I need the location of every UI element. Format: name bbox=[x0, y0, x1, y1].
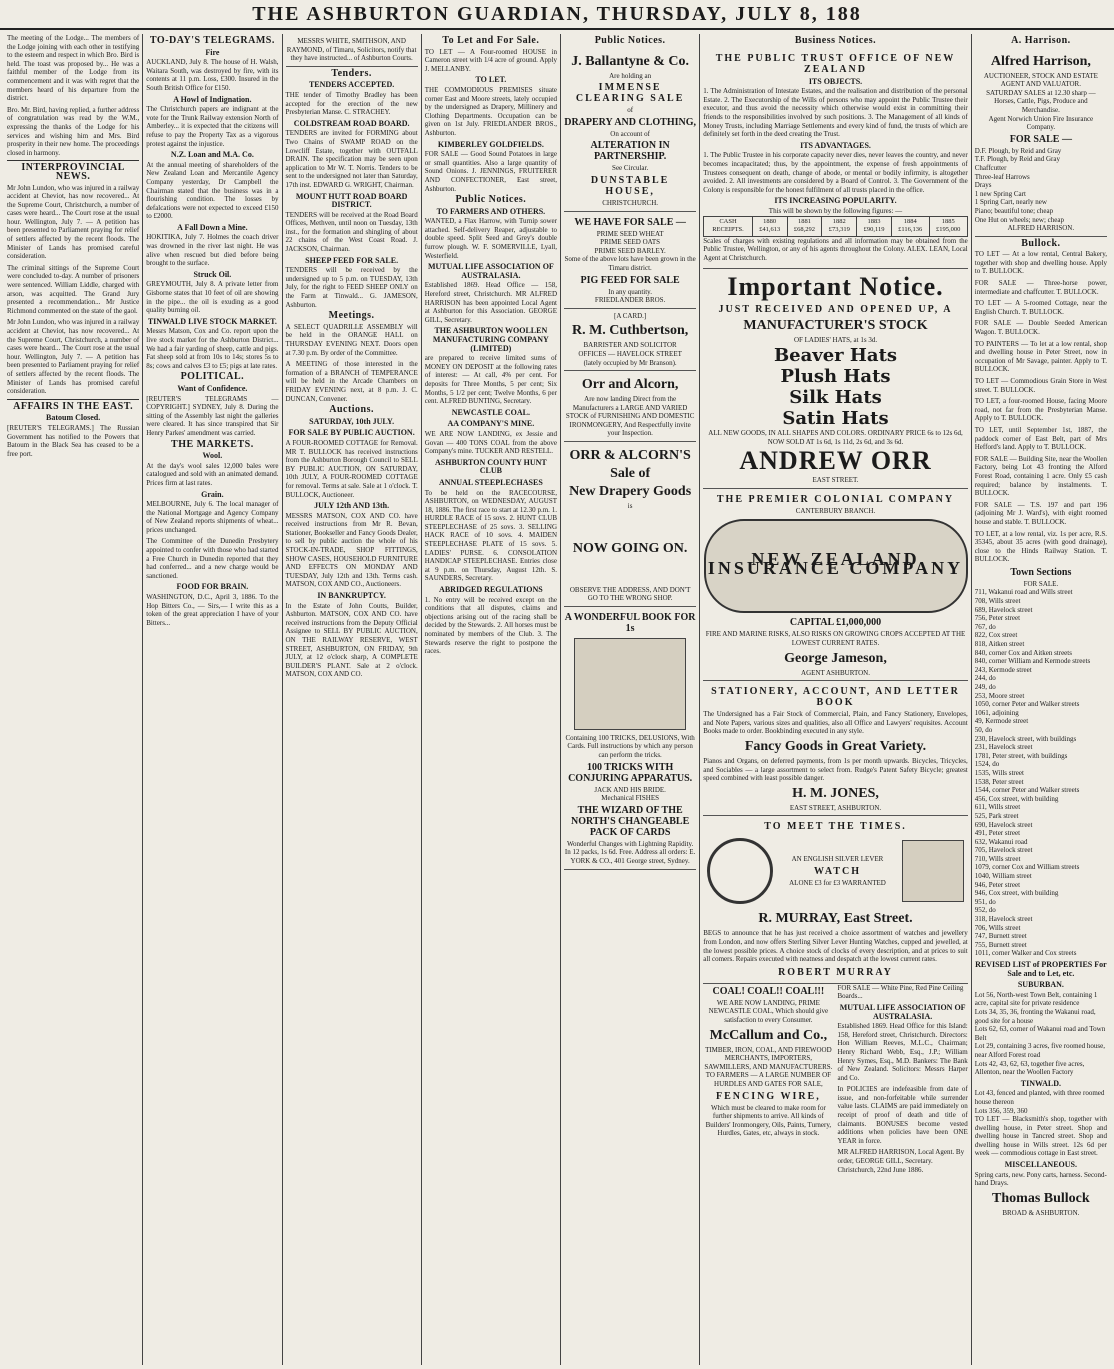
blacksmith-tolet: TO LET — Blacksmith's shop, together with dwelling house, in Peter street. Shop and dwelling house in Tancred street. Shop and dwelling house in Wills street. 12s 6d per week — commodious cottage in East street. bbox=[974, 1115, 1107, 1158]
hats-note: ALL NEW GOODS, IN ALL SHAPES AND COLORS. ORDINARY PRICE 6s to 12s 6d, NOW SOLD AT 1s 6d, 1s 11d, 2s 6d, and 3s 6d. bbox=[708, 429, 963, 446]
section-item: 230, Havelock street, with buildings bbox=[974, 734, 1077, 743]
list-item: T.F. Plough, by Reid and Gray bbox=[974, 155, 1060, 164]
book-wizard: THE WIZARD OF THE NORTH'S CHANGEABLE PACK OF CARDS bbox=[570, 804, 690, 838]
orr-sale-name: ORR & ALCORN'S bbox=[569, 448, 691, 464]
pig-sub: In any quantity. bbox=[608, 287, 652, 296]
watch-icon bbox=[707, 838, 773, 904]
tinwald-heading: TINWALD. bbox=[1020, 1078, 1061, 1088]
ballantyne-alt: ALTERATION IN PARTNERSHIP. bbox=[590, 140, 670, 163]
trust-heading: THE PUBLIC TRUST OFFICE OF NEW ZEALAND bbox=[715, 52, 956, 75]
orr-sale-label: Sale of bbox=[610, 466, 651, 482]
section-item: 951, do bbox=[974, 897, 996, 906]
card-label: [A CARD.] bbox=[613, 311, 647, 320]
silver-lever: AN ENGLISH SILVER LEVER bbox=[791, 855, 884, 864]
section-item: 710, Wills street bbox=[974, 854, 1021, 863]
orr-going-on: NOW GOING ON. bbox=[572, 540, 688, 556]
insurance-logo-text: NEW ZEALAND INSURANCE COMPANY bbox=[707, 549, 964, 579]
column-3 bbox=[283, 34, 422, 1365]
section-item: 1011, corner Walker and Cox streets bbox=[974, 949, 1077, 958]
coal-heading: NEWCASTLE COAL. bbox=[451, 407, 530, 417]
rate-cell: 1885 £195,000 bbox=[929, 216, 967, 236]
suburban-lot: Lots 42, 43, 62, 63, together five acres, Allenton, near the Woollen Factory bbox=[974, 1059, 1085, 1077]
dunstable-city: CHRISTCHURCH. bbox=[602, 198, 659, 207]
public-notices-heading: Public Notices. bbox=[594, 35, 666, 46]
section-item: 244, do bbox=[974, 674, 996, 683]
cuthbertson-office: OFFICES — HAVELOCK STREET bbox=[578, 349, 682, 358]
list-item: FOR SALE — Building Site, near the Woollen Factory, being Lot 43 fronting the Alford Forest Road, containing 1 acre. Only £5 cash required; balance by instalments. T. BULLOCK. bbox=[974, 454, 1107, 498]
section-item: 611, Wills street bbox=[974, 803, 1021, 812]
bullock-heading: Bullock. bbox=[1021, 237, 1061, 249]
harrison-agent: Agent Norwich Union Fire Insurance Company. bbox=[988, 114, 1094, 132]
bankruptcy-heading: IN BANKRUPTCY. bbox=[317, 591, 386, 601]
farmers-body: WANTED, a Flax Harrow, with Turnip sower attached. Self-delivery Reaper, adjustable to double speed. Split Seed and Grey's double furrow plough. W. F. SOMERVILLE, Lyall, Westerfield. bbox=[424, 217, 557, 260]
thomas-bullock: Thomas Bullock bbox=[992, 1190, 1090, 1206]
ballantyne-see: See Circular. bbox=[612, 164, 649, 173]
suburban-lot: Lots 34, 35, 36, fronting the Wakanui road, good site for a house bbox=[974, 1007, 1096, 1025]
list-item: TO LET, at a low rental, viz. 1s per acre, R.S. 35345, about 35 acres (with good drainage), close to the Hinds Railway Station. T. BULLOCK. bbox=[974, 529, 1107, 564]
list-item: D.F. Plough, by Reid and Gray bbox=[974, 146, 1062, 155]
rate-cell: 1883 £90,119 bbox=[857, 216, 892, 236]
coal-heading: COAL! COAL!! COAL!!! bbox=[712, 985, 825, 997]
hunt-subheading: ANNUAL STEEPLECHASES bbox=[438, 477, 543, 487]
hat-plush: Plush Hats bbox=[780, 366, 891, 388]
political-subheading: Want of Confidence. bbox=[177, 383, 248, 393]
section-item: 456, Cox street, with building bbox=[974, 794, 1059, 803]
column-4 bbox=[422, 34, 561, 1365]
insurance-logo bbox=[704, 519, 968, 613]
section-item: 243, Kermode street bbox=[974, 665, 1032, 674]
solicitors-ad: MESSRS WHITE, SMITHSON, AND RAYMOND, of Timaru, Solicitors, notify that they have instructed... of Ashburton Courts. bbox=[286, 34, 418, 67]
book-ad bbox=[564, 607, 696, 870]
business-notices-heading: Business Notices. bbox=[794, 35, 877, 46]
list-item: TO LET, until September 1st, 1887, the paddock corner of East Belt, part of Mrs Hefford's land. Apply to T. BULLOCK. bbox=[974, 425, 1107, 452]
cuthbertson-sub: BARRISTER AND SOLICITOR bbox=[583, 341, 677, 350]
section-item: 50, do bbox=[974, 725, 993, 734]
book-tricks: 100 TRICKS WITH CONJURING APPARATUS. bbox=[568, 761, 693, 784]
seed-heading: WE HAVE FOR SALE — bbox=[574, 216, 686, 228]
section-item: 946, Peter street bbox=[974, 880, 1021, 889]
meet-the-times: TO MEET THE TIMES. bbox=[764, 821, 907, 833]
nz-loan-heading: N.Z. Loan and M.A. Co. bbox=[170, 150, 254, 160]
public-trust-ad bbox=[703, 48, 968, 270]
auction2-body: MESSRS MATSON, COX AND CO. have received instructions from Mr R. Bevan, Stationer, Bookseller and Fancy Goods Dealer, to sell by public auction the whole of his STOCK-IN-TRADE, SHOP FITTINGS, SHOW CASES, HOUSEHOLD FURNITURE AND EFFECTS ON MONDAY AND TUESDAY, July 12th and 13th. Terms cash. MATSON, COX AND CO., Auctioneers. bbox=[285, 511, 418, 589]
orr-sale-ad bbox=[564, 442, 696, 607]
column-2 bbox=[143, 34, 282, 1365]
book-heading: A WONDERFUL BOOK FOR 1s bbox=[564, 611, 696, 634]
section-item: 1061, adjoining bbox=[974, 708, 1019, 717]
section-item: 249, do bbox=[974, 683, 996, 691]
rate-cell: 1880 £41,613 bbox=[752, 216, 787, 236]
misc-heading: MISCELLANEOUS. bbox=[1004, 1160, 1077, 1170]
list-item: One Hut on wheels; new; cheap bbox=[974, 215, 1064, 224]
rate-cell: CASH RECEIPTS. bbox=[704, 216, 752, 236]
list-item: Drays bbox=[974, 181, 992, 190]
auction1-body: A FOUR-ROOMED COTTAGE for Removal. MR T. BULLOCK has received instructions from the Ashburton Borough Council to SELL BY PUBLIC AUCTION, ON SATURDAY, 10th JULY, A FOUR-ROOMED COTTAGE for removal. Terms at sale. Sale at 1 o'clock. T. BULLOCK, Auctioneer. bbox=[285, 438, 418, 499]
bankruptcy-body: In the Estate of John Coutts, Builder, Ashburton. MATSON, COX AND CO. have received instructions from the Deputy Official Assignee to SELL BY PUBLIC AUCTION, ON THE RAILWAY RESERVE, WEST STREET, ASHBURTON, ON FRIDAY, 9th JULY, at 12 o'clock sharp, A COMPLETE BUILDER'S PLANT. Sale at 2 o'clock. MATSON, COX AND CO. bbox=[285, 601, 418, 679]
fencing-wire: FENCING WIRE, bbox=[716, 1090, 821, 1102]
hat-satin: Satin Hats bbox=[782, 408, 889, 430]
watch-label: WATCH bbox=[813, 865, 861, 877]
thomas-bullock-sub: BROAD & ASHBURTON. bbox=[1002, 1208, 1080, 1217]
struck-oil-heading: Struck Oil. bbox=[193, 269, 232, 279]
mccallum-name: McCallum and Co., bbox=[709, 1027, 828, 1043]
section-item: 49, Kermode street bbox=[974, 717, 1029, 726]
markets-heading: THE MARKETS. bbox=[171, 438, 254, 450]
hats-stock: MANUFACTURER'S STOCK bbox=[743, 318, 928, 334]
masthead-title: THE ASHBURTON GUARDIAN, THURSDAY, JULY 8, 188 bbox=[252, 3, 862, 25]
coldstream-body: TENDERS are invited for FORMING about Two Chains of SWAMP ROAD on the Lowcliff Estate, together with OUTFALL DRAIN. The specification may be seen upon application to Mr W. T. Norris. Tenders to be sent to the undersigned not later than Saturday, 17th inst. EDWARD G. WRIGHT, Chairman. bbox=[285, 129, 418, 189]
section-item: 767, do bbox=[974, 622, 996, 631]
list-item: Piano; beautiful tone; cheap bbox=[974, 206, 1054, 215]
sheep-feed-body: TENDERS will be received by the undersigned up to 5 p.m. on TUESDAY, 13th July, for the right to FEED SHEEP ONLY on the Farm at Tinwald... G. JAMESON, Ashburton. bbox=[285, 266, 418, 309]
ballantyne-goods: DRAPERY AND CLOTHING, bbox=[564, 116, 697, 128]
book-body: Containing 100 TRICKS, DELUSIONS, With Cards. Full instructions by which any person can perform the tricks. bbox=[565, 733, 695, 760]
clock-icon bbox=[902, 840, 964, 902]
robert-murray: ROBERT MURRAY bbox=[778, 966, 893, 978]
andrew-orr: ANDREW ORR bbox=[739, 446, 932, 476]
list-item: Three-leaf Harrows bbox=[974, 172, 1030, 181]
tolet2-body: THE COMMODIOUS PREMISES situate corner East and Moore streets, lately occupied by the undersigned as Drapery, Millinery and Clothing Departments. Occupation can be given on 1st July. FRIEDLANDER BROS., Ashburton. bbox=[424, 85, 557, 137]
section-item: 711, Wakanui road and Wills street bbox=[974, 588, 1073, 597]
fire-heading: Fire bbox=[205, 47, 220, 57]
meetings-heading: Meetings. bbox=[328, 310, 375, 322]
section-item: 952, do bbox=[974, 906, 996, 915]
section-item: 822, Cox street bbox=[974, 631, 1018, 640]
important-notice: Important Notice. bbox=[727, 272, 944, 302]
coal-body: WE ARE NOW LANDING, ex Jessie and Govan — 400 TONS COAL from the above Company's mine. TUCKER AND RESTELL. bbox=[424, 429, 557, 456]
orr-alcorn-body: Are now landing Direct from the Manufacturers a LARGE AND VARIED STOCK of FURNISHING AND DOMESTIC IRONMONGERY, And Respectfully invite your Inspection. bbox=[565, 395, 695, 438]
section-item: 1079, corner Cox and William streets bbox=[974, 863, 1080, 872]
orr-observe: OBSERVE THE ADDRESS, AND DON'T GO TO THE WRONG SHOP. bbox=[569, 585, 691, 603]
section-item: 1050, corner Peter and Walker streets bbox=[974, 700, 1080, 709]
seed-wheat: PRIME SEED WHEAT bbox=[596, 229, 664, 238]
harrison-sub: AUCTIONEER, STOCK AND ESTATE AGENT AND VALUATOR. bbox=[983, 71, 1098, 89]
orr-is: is bbox=[627, 502, 633, 511]
seed-oats: PRIME SEED OATS bbox=[600, 238, 661, 247]
mount-hutt-heading: MOUNT HUTT ROAD BOARD DISTRICT. bbox=[295, 191, 408, 210]
suburban-lot: Lot 56, North-west Town Belt, containing 1 acre, capital site for private residence bbox=[974, 990, 1098, 1008]
tinwald-body: Messrs Matson, Cox and Co. report upon the live stock market for the Ashburton District... We had a fair yarding of sheep, cattle and pigs. Fat sheep sold at from 10s to 14s; stores 5s to 8s; cows and calves £3 to £5; pigs at late rates. bbox=[146, 327, 279, 370]
section-item: 1535, Wills street bbox=[974, 768, 1024, 777]
tenders-heading: Tenders. bbox=[331, 67, 372, 79]
list-item: TO LET, a four-roomed House, facing Moore road, not far from the Presbyterian Manse. Apply to T. BULLOCK. bbox=[974, 397, 1107, 423]
book-wizard-body: Wonderful Changes with Lightning Rapidity. In 12 packs, 1s 6d. Free. Address all orders: E. YORK & CO., 401 George street, Sydney. bbox=[564, 839, 696, 865]
insurance-fire: FIRE AND MARINE RISKS, ALSO RISKS ON GROWING CROPS ACCEPTED AT THE LOWEST CURRENT RATES. bbox=[705, 630, 966, 648]
list-item: Chaffcutter bbox=[974, 163, 1007, 172]
suburban-heading: SUBURBAN. bbox=[1017, 980, 1064, 990]
bottom-ads bbox=[703, 984, 968, 1174]
grain-heading: Grain. bbox=[201, 489, 224, 499]
section-item: 706, Wills street bbox=[974, 923, 1021, 932]
tolet-body: TO LET — A Four-roomed HOUSE in Cameron street with 1/4 acre of ground. Apply J. MELLANBY. bbox=[424, 47, 557, 73]
section-item: 747, Burnett street bbox=[974, 932, 1027, 941]
article-continued: Bro. Mr. Bird, having replied, a further address of congratulation was read by the W.M., expressing the thanks of the Lodge for his services and wishing him and Mrs. Bird prosperity in their new home. The proceedings closed in harmony. bbox=[7, 105, 140, 157]
supreme-court-body: The criminal sittings of the Supreme Court were concluded to-day. A number of prisoners were sentenced. William Liddle, charged with arson, was acquitted. The Grand Jury presented a recommendation... Mr Justice Richmond commented on the state of the gaol. bbox=[7, 263, 140, 315]
list-item: FOR SALE — Three-horse power, intermediate and chaffcutter. T. BULLOCK. bbox=[974, 279, 1107, 296]
harrison-name: Alfred Harrison, bbox=[990, 53, 1091, 69]
trust-rates-table bbox=[703, 216, 968, 237]
section-item: 755, Burnett street bbox=[974, 940, 1027, 949]
ballantyne-ad bbox=[564, 48, 696, 212]
stationery-ad bbox=[703, 681, 968, 816]
trust-advantages-heading: ITS ADVANTAGES. bbox=[800, 140, 871, 150]
article-intro: The meeting of the Lodge... The members of the Lodge joining with each other in testifying to the esteem and respect in which Bro. Bird is held. The toast was proposed by... He was a faithful member of the Lodge from its commencement and it was with regret that the members heard of his departure from the district. bbox=[7, 34, 140, 103]
coal-subheading: AA COMPANY'S MINE. bbox=[447, 419, 535, 429]
stationery-body: The Undersigned has a Fair Stock of Commercial, Plain, and Fancy Stationery, Envelopes, and Note Papers, various sizes and qualities, also all Office and Lawyers' requisites. Account Books made to order. Bookbinding executed in any style. bbox=[703, 710, 968, 736]
section-item: 708, Wills street bbox=[974, 597, 1021, 606]
telegrams-heading: TO-DAY'S TELEGRAMS. bbox=[149, 35, 275, 46]
column-7 bbox=[972, 34, 1110, 1365]
murray-ad bbox=[703, 816, 968, 983]
list-item: TO PAINTERS — To let at a low rental, shop and dwelling house in Peter Street, now in occupation of Mr Savage, painter. Apply to T. BULLOCK. bbox=[974, 339, 1107, 374]
auctions-heading: Auctions. bbox=[329, 404, 375, 416]
grain-body: MELBOURNE, July 6. The local manager of the National Mortgage and Agency Company of New Zealand reports shipments of wheat... prices unchanged. bbox=[146, 500, 279, 534]
supreme-court-body-2: Mr John Lundon, who was injured in a railway accident at Cheviot, has now recovered... At the Supreme Court, Christchurch, a number of cases were heard... The Court rose at the usual hour. Wellington, July 7. — A petition has been presented to Parliament praying for relief of settlers affected by the recent floods. The Minister of Lands has promised careful consideration. bbox=[7, 318, 140, 396]
auction2-heading: JULY 12th AND 13th. bbox=[314, 501, 390, 511]
cuthbertson-ad bbox=[564, 309, 696, 371]
cuthbertson-name: R. M. Cuthbertson, bbox=[571, 323, 689, 339]
church-body: The Committee of the Dunedin Presbytery appointed to confer with those who had started a Free Church in Dunedin reported that they had conferred... and a new charge would be sanctioned. bbox=[146, 537, 279, 580]
orr-alcorn-name: Orr and Alcorn, bbox=[581, 377, 679, 393]
tinwald-heading: TINWALD LIVE STOCK MARKET. bbox=[147, 316, 277, 326]
mutual-body: Established 1869. Head Office — 158, Hereford street, Christchurch. MR ALFRED HARRISON has been appointed Local Agent at Ashburton for this Association. GEORGE GILL, Secretary. bbox=[424, 281, 557, 324]
east-heading: AFFAIRS IN THE EAST. bbox=[13, 400, 134, 412]
town-sections-sub: FOR SALE. bbox=[1023, 579, 1059, 588]
murray-body: BEGS to announce that he has just received a choice assortment of watches and jewellery from London, and now offers Sterling Silver Lever Hunting Watches, cupped and jewelled, at the lowest possible prices. A choice stock of clocks of every description, and at prices to suit all comers. Repairs executed with neatness and despatch at the lowest current rates. bbox=[703, 929, 968, 964]
ballantyne-acc: On account of bbox=[610, 129, 650, 138]
section-item: 231, Havelock street bbox=[974, 743, 1033, 752]
harrison-heading: A. Harrison. bbox=[1011, 35, 1071, 46]
list-item: FOR SALE — Double Seeded American Wagon. T. BULLOCK. bbox=[974, 319, 1107, 337]
tolet2-heading: TO LET. bbox=[475, 75, 507, 85]
hm-jones-sub: EAST STREET, ASHBURTON. bbox=[789, 803, 882, 812]
section-item: 705, Havelock street bbox=[974, 846, 1033, 855]
book-fishes: Mechanical FISHES bbox=[601, 794, 659, 803]
ballantyne-name: J. Ballantyne & Co. bbox=[571, 53, 690, 69]
canterbury-branch: CANTERBURY BRANCH. bbox=[795, 506, 876, 515]
indignation-heading: A Howl of Indignation. bbox=[173, 94, 252, 104]
list-item: TO LET — Commodious Grain Store in West street. T. BULLOCK. bbox=[974, 377, 1107, 394]
woollen-heading: THE ASHBURTON WOOLLEN MANUFACTURING COMPANY (LIMITED) bbox=[432, 326, 549, 353]
column-5 bbox=[561, 34, 700, 1365]
trust-footer: Scales of charges with existing regulations and all information may be obtained from the Public Trustee, Wellington, or any of his agents throughout the Colony. ALEX. LEAN, Local Agent at Christchurch. bbox=[703, 236, 968, 262]
harrison-ad bbox=[975, 48, 1107, 237]
mutual-life-date: Christchurch, 22nd June 1886. bbox=[837, 1165, 924, 1174]
ballantyne-sub: Are holding an bbox=[609, 71, 652, 80]
seed-barley: PRIME SEED BARLEY. bbox=[594, 246, 666, 255]
rate-cell: 1882 £73,319 bbox=[822, 216, 857, 236]
suburban-lot: Lot 29, containing 3 acres, five roomed house, near Alford Forest road bbox=[974, 1042, 1105, 1059]
fencing-body: Which must be cleared to make room for further shipments to arrive. All kinds of Builders' Ironmongery, Oils, Paints, Turnery, Hurdles, Gates, etc, always in stock. bbox=[705, 1103, 832, 1138]
section-item: 318, Havelock street bbox=[974, 915, 1033, 924]
mutual-life-heading: MUTUAL LIFE ASSOCIATION OF AUSTRALASIA. bbox=[839, 1002, 966, 1021]
regulations-body: 1. No entry will be received except on the conditions that all disputes, claims and objections arising out of the racing shall be decided by the Stewards. 2. All horses must be nominated by members of the Club. 3. The Stewards reserve the right to postpone the races. bbox=[424, 595, 557, 656]
harrison-sales: SATURDAY SALES at 12.30 sharp — Horses, Cattle, Pigs, Produce and Merchandise. bbox=[986, 88, 1096, 114]
misc-body: Spring carts, new. Pony carts, harness. Second-hand Drays. bbox=[974, 1170, 1107, 1188]
book-jack: JACK AND HIS BRIDE. bbox=[594, 785, 666, 794]
east-body: [REUTER'S TELEGRAMS.] The Russian Government has notified to the Powers that Batoum in the Black Sea has ceased to be a free port. bbox=[7, 423, 140, 458]
trust-body: 1. The Administration of Intestate Estates, and the realisation and distribution of the personal Estate. 2. The Executorship of the Wills of persons who may appoint the Public Trustee their executor, and thus avoid the necessity which otherwise would exist in committing their friends to the responsibilities involved by such positions. 3. The Management of all kinds of Money Trusts, including Marriage Settlements and every kind of fund, the trusts of which are definitely set forth in the deed creating the Trust. bbox=[703, 87, 968, 139]
ballantyne-sale: IMMENSE CLEARING SALE bbox=[575, 82, 685, 105]
hat-silk: Silk Hats bbox=[789, 387, 882, 409]
notices-heading: Public Notices. bbox=[455, 194, 527, 206]
list-item: TO LET — A 5-roomed Cottage, near the English Church. T. BULLOCK. bbox=[974, 299, 1107, 316]
insurance-ad bbox=[703, 489, 968, 681]
section-item: 1524, do bbox=[974, 760, 1000, 769]
section-item: 756, Peter street bbox=[974, 614, 1021, 623]
fire-body: AUCKLAND, July 8. The house of H. Walsh, Waitara South, was destroyed by fire, with its contents at 11 p.m. Loss, £300. Insured in the South British Office for £150. bbox=[146, 58, 279, 92]
tinwald-lot: Lot 43, fenced and planted, with three roomed house thereon bbox=[974, 1089, 1105, 1106]
watch-warranted: ALONE £3 for £3 WARRANTED bbox=[789, 878, 886, 887]
wool-heading: Wool. bbox=[202, 451, 223, 461]
list-item: 1 new Spring Cart bbox=[974, 189, 1026, 198]
auction1-heading: SATURDAY, 10th JULY. bbox=[309, 416, 395, 426]
suburban-lot: Lots 62, 63, corner of Wakanui road and Town Belt bbox=[974, 1025, 1106, 1042]
rate-cell: 1884 £116,136 bbox=[891, 216, 929, 236]
mutual-life-body: Established 1869. Head Office for this Island: 158, Hereford street, Christchurch. Directors: Hon William Reeves, M.L.C., Chairman; Henry Richard Webb, Esq., J.P.; William Henry Symes, Esq., M.D. Bankers: The Bank of New Zealand. Solicitors: Messrs Harper and Co. bbox=[837, 1022, 968, 1082]
harrison-sign: ALFRED HARRISON. bbox=[1007, 224, 1075, 233]
hats-received: JUST RECEIVED AND OPENED UP, A bbox=[718, 304, 953, 316]
kimberley-body: FOR SALE — Good Sound Potatoes in large or small quantities. Also a large quantity of Sound Onions. J. JENNINGS, FRUITERER AND CONFECTIONER, East street, Ashburton. bbox=[424, 150, 557, 193]
political-body: [REUTER'S TELEGRAMS — COPYRIGHT.] SYDNEY, July 8. During the sitting of the Assembly last night the galleries were cleared. It has since transpired that Sir Henry Parkes' amendment was carried. bbox=[146, 394, 279, 437]
section-item: 818, Aitken street bbox=[974, 640, 1025, 649]
list-item: FOR SALE — T.S. 197 and part 196 (adjoining Mr J. Ward's), with eight roomed house and stable. T. BULLOCK. bbox=[974, 500, 1107, 526]
insurance-capital: CAPITAL £1,000,000 bbox=[789, 617, 882, 629]
murray-name: R. MURRAY, East Street. bbox=[758, 911, 913, 927]
section-item: 525, Park street bbox=[974, 811, 1019, 820]
orr-alcorn-ad bbox=[564, 371, 696, 442]
regulations-heading: ABRIDGED REGULATIONS bbox=[439, 585, 543, 595]
tender-accepted-body: THE tender of Timothy Bradley has been accepted for the erection of the new Presbyterian Manse. C. STRACHEY. bbox=[285, 90, 418, 117]
section-item: 946, Cox street, with building bbox=[974, 889, 1059, 898]
section-item: 1538, Peter street bbox=[974, 777, 1024, 786]
quadrille-body: A SELECT QUADRILLE ASSEMBLY will be held in the ORANGE HALL on THURSDAY EVENING NEXT. Doors open at 7.30 p.m. By order of the Committee. bbox=[285, 322, 418, 357]
temperance-body: A MEETING of those interested in the formation of a BRANCH of TEMPERANCE will be held in the Arcade Chambers on FRIDAY EVENING next, at 8 p.m. J. C. DUNCAN, Convener. bbox=[285, 360, 418, 403]
masthead bbox=[0, 0, 1114, 30]
farmers-heading: TO FARMERS AND OTHERS. bbox=[436, 206, 546, 216]
mccallum-body: TIMBER, IRON, COAL, AND FIREWOOD MERCHANTS, IMPORTERS, SAWMILLERS, AND MANUFACTURERS. bbox=[704, 1045, 833, 1071]
mine-body: HOKITIKA, July 7. Holmes the coach driver was drowned in the river last night. He was alive when rescued but died before being brought to the surface. bbox=[146, 233, 279, 268]
political-heading: POLITICAL. bbox=[180, 371, 245, 383]
cuthbertson-note: (lately occupied by Mr Branson). bbox=[583, 358, 677, 367]
food-heading: FOOD FOR BRAIN. bbox=[176, 582, 249, 592]
harrison-items bbox=[975, 147, 1107, 224]
section-item: 491, Peter street bbox=[974, 829, 1021, 838]
fancy-goods: Fancy Goods in Great Variety. bbox=[744, 739, 927, 754]
tolet-heading: To Let and For Sale. bbox=[442, 35, 540, 46]
struck-oil-body: GREYMOUTH, July 8. A private letter from Gisborne states that 10 feet of oil are showing in the pipe... the oil is exuding as a good quality burning oil. bbox=[146, 280, 279, 315]
timber-sale: FOR SALE — White Pine, Red Pine Ceiling Boards... bbox=[837, 983, 964, 1001]
trust-popularity-body: This will be shown by the following figures: — bbox=[768, 206, 903, 215]
town-sections-heading: Town Sections bbox=[1010, 566, 1072, 578]
trust-objects: ITS OBJECTS. bbox=[808, 76, 863, 86]
tender-accepted-heading: TENDERS ACCEPTED. bbox=[308, 80, 395, 90]
list-item: TO LET — At a low rental, Central Bakery, together with shop and dwelling house. Apply to T. BULLOCK. bbox=[974, 250, 1107, 276]
hunt-heading: ASHBURTON COUNTY HUNT CLUB bbox=[435, 457, 547, 476]
andrew-orr-sub: EAST STREET. bbox=[812, 476, 859, 485]
premier-company: THE PREMIER COLONIAL COMPANY bbox=[716, 493, 955, 505]
mount-hutt-body: TENDERS will be received at the Road Board Offices, Methven, until noon on Tuesday, 13th inst., for the formation and shingling of about 22 chains of the West Coast Road. J. JACKSON, Chairman. bbox=[285, 210, 418, 254]
section-item: 253, Moore street bbox=[974, 691, 1025, 700]
interprovincial-heading: INTERPROVINCIAL NEWS. bbox=[21, 162, 125, 182]
stationery-heading: STATIONERY, ACCOUNT, AND LETTER BOOK bbox=[711, 686, 960, 709]
column-6 bbox=[700, 34, 972, 1365]
trust-popularity-heading: ITS INCREASING POPULARITY. bbox=[774, 196, 897, 206]
seed-note: Some of the above lots have been grown in the Timaru district. bbox=[564, 255, 696, 272]
orr-drapery: New Drapery Goods bbox=[569, 484, 692, 500]
woollen-body: are prepared to receive limited sums of MONEY ON DEPOSIT at the following rates of interest: — At call, 4% per cent. For deposits for Three Months, 5 per cent; Six Months, 5 1/2 per cent; Twelve Months, 6 per cent. ALFRED BUNTING, Secretary. bbox=[424, 354, 557, 406]
coldstream-heading: COLDSTREAM ROAD BOARD. bbox=[293, 118, 410, 128]
east-subheading: Batoum Closed. bbox=[46, 413, 101, 423]
wool-body: At the day's wool sales 12,000 bales were catalogued and sold with an animated demand. Prices firm at last rates. bbox=[146, 461, 279, 487]
section-item: 689, Havelock street bbox=[974, 605, 1033, 614]
section-item: 690, Havelock street bbox=[974, 820, 1033, 829]
kimberley-heading: KIMBERLEY GOLDFIELDS. bbox=[437, 139, 544, 149]
george-jameson-sub: AGENT ASHBURTON. bbox=[801, 668, 870, 677]
columns bbox=[4, 34, 1110, 1365]
bullock-tolets bbox=[975, 250, 1107, 564]
rate-cell: 1881 £68,292 bbox=[787, 216, 822, 236]
mutual-heading: MUTUAL LIFE ASSOCIATION OF AUSTRALASIA. bbox=[427, 262, 554, 280]
tinwald-lots: Lots 356, 359, 360 bbox=[974, 1106, 1028, 1115]
column-1 bbox=[4, 34, 143, 1365]
section-item: 840, corner William and Kermode streets bbox=[974, 657, 1091, 666]
friedlander: FRIEDLANDER BROS. bbox=[594, 296, 666, 305]
mutual-life-note: In POLICIES are indefeasible from date of issue, and non-forfeitable while surrender value lasts. CLAIMS are paid immediately on receipt of proof of death and title of claimants. BONUSES become vested additions when policies have been ONE YEAR in force. bbox=[837, 1085, 968, 1145]
interprovincial-body: Mr John Lundon, who was injured in a railway accident at Cheviot, has now recovered... At the Supreme Court, Christchurch, a number of cases were heard... The Court rose at the usual hour. Wellington, July 7. — A petition has been presented to Parliament praying for relief of settlers affected by the recent floods. The Minister of Lands has promised careful consideration. bbox=[7, 183, 140, 261]
mutual-life-ad bbox=[838, 984, 968, 1174]
hunt-body: To be held on the RACECOURSE, ASHBURTON, on WEDNESDAY, AUGUST 18, 1886. The first race to start at 12.30 p.m. 1. HURDLE RACE of 15 sovs. 2. HUNT CLUB STEEPLECHASE of 25 sovs. 3. SELLING HACK RACE of 10 sovs. 4. MAIDEN STEEPLECHASE PLATE of 15 sovs. 5. LADIES' PURSE. 6. CONSOLATION HANDICAP STEEPLECHASE. Entries close at 9 p.m. on Thursday, August 12th. S. SAUNDERS, Secretary. bbox=[424, 488, 557, 583]
harrison-forsale: FOR SALE — bbox=[1009, 133, 1072, 145]
ballantyne-of: of bbox=[627, 106, 634, 115]
list-item: 1 Spring Cart, nearly new bbox=[974, 198, 1047, 207]
book-illustration bbox=[574, 638, 686, 730]
auction1-subheading: FOR SALE BY PUBLIC AUCTION. bbox=[288, 428, 415, 438]
section-item: 1040, William street bbox=[974, 872, 1032, 881]
mccallum-farmers: TO FARMERS — A LARGE NUMBER OF HURDLES AND GATES FOR SALE, bbox=[705, 1071, 832, 1088]
seed-ad bbox=[564, 212, 696, 309]
mutual-life-agent: MR ALFRED HARRISON, Local Agent. By order, GEORGE GILL, Secretary. bbox=[837, 1148, 965, 1166]
revised-list-heading: REVISED LIST of PROPERTIES For Sale and to Let, etc. bbox=[975, 960, 1107, 978]
mine-heading: A Fall Down a Mine. bbox=[177, 222, 248, 232]
dunstable-house: DUNSTABLE HOUSE, bbox=[590, 174, 670, 197]
town-sections-list bbox=[975, 588, 1107, 958]
hat-beaver: Beaver Hats bbox=[773, 345, 898, 367]
mccallum-ad bbox=[703, 984, 833, 1174]
pig-feed: PIG FEED FOR SALE bbox=[580, 274, 680, 286]
nz-loan-body: At the annual meeting of shareholders of the New Zealand Loan and Mercantile Agency Company yesterday, Dr Campbell the Chairman stated that the business was in a flourishing condition. The losses by defalcations were not expected to exceed £150 to £2000. bbox=[146, 160, 279, 221]
section-item: 632, Wakanui road bbox=[974, 837, 1028, 846]
george-jameson: George Jameson, bbox=[784, 650, 887, 666]
hats-ad bbox=[703, 269, 968, 488]
fancy-body: Pianos and Organs, on deferred payments, from 1s per month upwards. Bicycles, Tricycles, and Sociables — a large assortment to select from. Rudge's Patent Safety Bicycle; greatest speed combined with least possible danger. bbox=[703, 757, 968, 783]
indignation-body: The Christchurch papers are indignant at the vote for the Trunk Railway extension North of Amberley... it is expected that the citizens will refuse to pay the Property Tax as a vigorous protest against the injustice. bbox=[146, 105, 279, 148]
hm-jones: H. M. JONES, bbox=[792, 785, 879, 801]
suburban-lots bbox=[975, 991, 1107, 1077]
hats-sub: OF LADIES' HATS, at 1s 3d. bbox=[793, 336, 878, 345]
section-item: 1781, Peter street, with buildings bbox=[974, 751, 1068, 760]
section-item: 840, corner Cox and Aitken streets bbox=[974, 648, 1072, 657]
food-body: WASHINGTON, D.C., April 3, 1886. To the Hop Bitters Co., — Sirs,— I write this as a token of the great appreciation I have of your Bitters... bbox=[146, 593, 279, 627]
trust-advantages-body: 1. The Public Trustee in his corporate capacity never dies, never leaves the country, and never becomes incapacitated; thus, by the appointment, the expense of fresh appointments of Trustees consequent on death, change of abode, or mental or bodily infirmity, is altogether avoided. 2. All investments are considered by a Board of Control. 3. The Government of the Colony is responsible for the honest fulfilment of all trusts placed in the office. bbox=[703, 151, 968, 194]
coal-body: WE ARE NOW LANDING, PRIME NEWCASTLE COAL, Which should give satisfaction to every Consumer. bbox=[708, 998, 829, 1024]
sheep-feed-heading: SHEEP FEED FOR SALE. bbox=[305, 255, 399, 265]
section-item: 1544, corner Peter and Walker streets bbox=[974, 786, 1080, 795]
